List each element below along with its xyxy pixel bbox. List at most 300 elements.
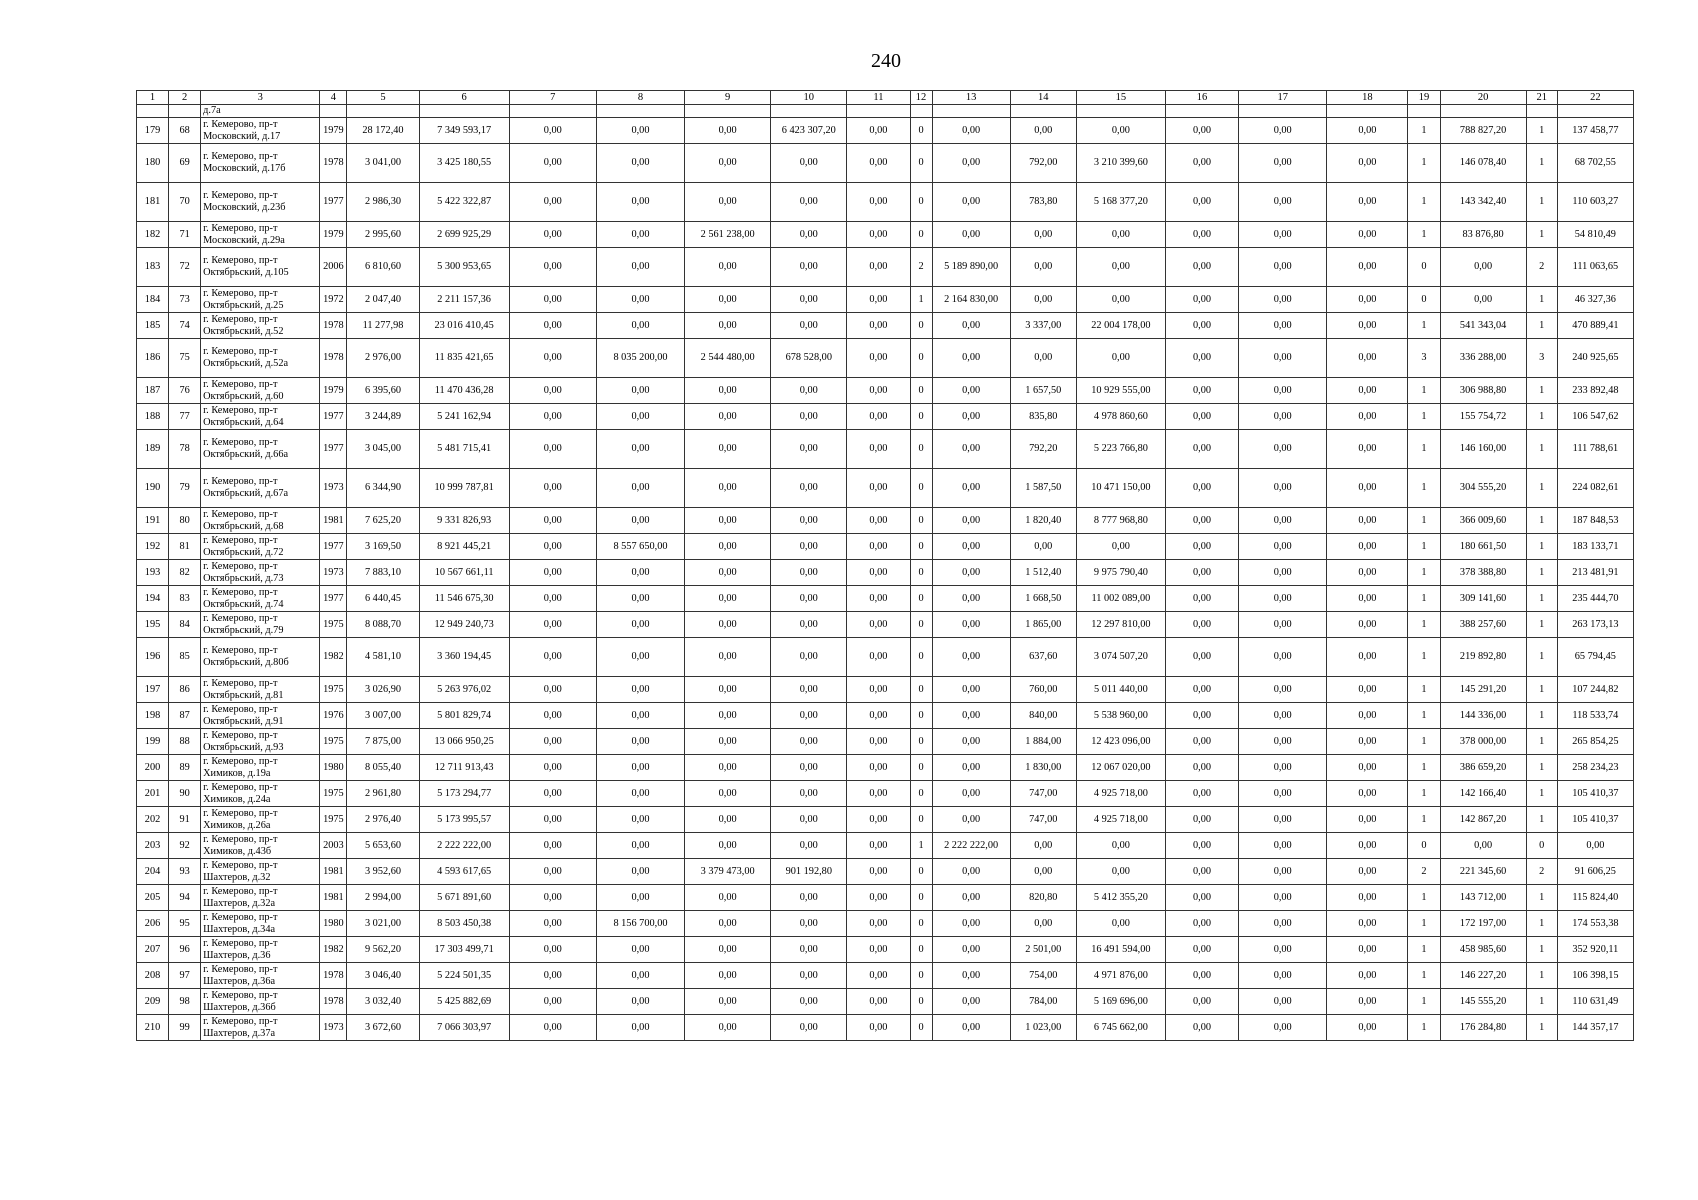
column-header: 10	[771, 91, 847, 105]
table-cell: 0	[910, 339, 932, 378]
table-cell: 901 192,80	[771, 859, 847, 885]
table-cell: 0,00	[1239, 430, 1327, 469]
table-cell: 0,00	[847, 287, 910, 313]
table-cell: 0	[910, 859, 932, 885]
table-cell: 145 291,20	[1440, 677, 1526, 703]
column-header: 6	[419, 91, 509, 105]
table-cell: 0,00	[596, 118, 684, 144]
table-row	[137, 118, 1634, 144]
table-cell: 0,00	[932, 404, 1010, 430]
continuation-text: д.7а	[201, 105, 320, 118]
table-cell: 835,80	[1010, 404, 1076, 430]
table-cell: 0,00	[596, 703, 684, 729]
table-cell: 0,00	[1239, 963, 1327, 989]
table-cell: 0,00	[685, 144, 771, 183]
table-cell: 0	[910, 677, 932, 703]
table-cell: 0,00	[771, 144, 847, 183]
table-cell: 213 481,91	[1557, 560, 1633, 586]
table-cell: 0,00	[685, 469, 771, 508]
table-cell: 0,00	[847, 560, 910, 586]
column-header: 15	[1076, 91, 1165, 105]
table-cell: 46 327,36	[1557, 287, 1633, 313]
table-cell: 7 625,20	[347, 508, 419, 534]
cell	[169, 105, 201, 118]
table-cell: 1	[1526, 807, 1557, 833]
table-cell: 77	[169, 404, 201, 430]
table-cell: 9 975 790,40	[1076, 560, 1165, 586]
table-cell: 1	[1526, 287, 1557, 313]
table-cell: 1	[1526, 534, 1557, 560]
table-cell: 11 277,98	[347, 313, 419, 339]
table-cell: 0,00	[932, 807, 1010, 833]
table-cell: 4 593 617,65	[419, 859, 509, 885]
table-row	[137, 638, 1634, 677]
table-cell: 0,00	[932, 989, 1010, 1015]
table-cell: 5 300 953,65	[419, 248, 509, 287]
table-row	[137, 144, 1634, 183]
table-cell: 146 227,20	[1440, 963, 1526, 989]
table-cell: 1979	[320, 118, 347, 144]
table-cell: 189	[137, 430, 169, 469]
table-cell: 0,00	[1239, 937, 1327, 963]
table-cell: 0	[910, 937, 932, 963]
table-cell: 8 088,70	[347, 612, 419, 638]
table-cell: 0,00	[1327, 859, 1408, 885]
table-cell: 1	[1526, 638, 1557, 677]
table-cell: 0,00	[509, 586, 596, 612]
table-cell: 0,00	[509, 469, 596, 508]
table-row	[137, 248, 1634, 287]
table-cell: 3	[1526, 339, 1557, 378]
table-cell: 1982	[320, 638, 347, 677]
table-cell: 201	[137, 781, 169, 807]
table-cell: 0,00	[1165, 612, 1238, 638]
table-cell: 99	[169, 1015, 201, 1041]
table-cell: 0,00	[509, 183, 596, 222]
table-cell: 0	[910, 118, 932, 144]
table-cell: 0,00	[1239, 703, 1327, 729]
table-cell: 0,00	[1165, 885, 1238, 911]
table-cell: 0,00	[596, 378, 684, 404]
address-cell: г. Кемерово, пр-т Шахтеров, д.32а	[201, 885, 320, 911]
table-cell: 0,00	[847, 586, 910, 612]
table-cell: 1975	[320, 612, 347, 638]
table-cell: 0	[910, 560, 932, 586]
table-cell: 3 021,00	[347, 911, 419, 937]
table-cell: 0,00	[596, 287, 684, 313]
table-cell: 0,00	[1327, 911, 1408, 937]
table-cell: 0,00	[509, 638, 596, 677]
table-cell: 5 173 995,57	[419, 807, 509, 833]
table-cell: 0,00	[1165, 859, 1238, 885]
table-cell: 0	[910, 807, 932, 833]
table-cell: 0,00	[1239, 781, 1327, 807]
table-cell: 5 173 294,77	[419, 781, 509, 807]
table-cell: 0,00	[932, 677, 1010, 703]
address-cell: г. Кемерово, пр-т Шахтеров, д.36а	[201, 963, 320, 989]
table-cell: 1	[1526, 885, 1557, 911]
table-cell: 0,00	[1239, 378, 1327, 404]
table-cell: 0,00	[685, 404, 771, 430]
table-cell: 760,00	[1010, 677, 1076, 703]
table-cell: 0,00	[1076, 248, 1165, 287]
table-cell: 0,00	[771, 963, 847, 989]
table-cell: 784,00	[1010, 989, 1076, 1015]
table-cell: 0,00	[1239, 222, 1327, 248]
table-cell: 0	[1526, 833, 1557, 859]
table-cell: 142 867,20	[1440, 807, 1526, 833]
table-cell: 1	[1526, 404, 1557, 430]
table-cell: 0,00	[847, 144, 910, 183]
table-cell: 0,00	[1327, 508, 1408, 534]
table-cell: 0,00	[932, 755, 1010, 781]
table-cell: 0,00	[509, 807, 596, 833]
address-cell: г. Кемерово, пр-т Октябрьский, д.81	[201, 677, 320, 703]
table-cell: 94	[169, 885, 201, 911]
table-cell: 0,00	[1165, 313, 1238, 339]
table-cell: 2 699 925,29	[419, 222, 509, 248]
table-cell: 0,00	[1327, 703, 1408, 729]
table-cell: 233 892,48	[1557, 378, 1633, 404]
table-cell: 0,00	[771, 404, 847, 430]
table-cell: 10 567 661,11	[419, 560, 509, 586]
table-cell: 204	[137, 859, 169, 885]
column-header: 1	[137, 91, 169, 105]
table-cell: 68	[169, 118, 201, 144]
table-cell: 0,00	[1327, 677, 1408, 703]
table-cell: 1	[1408, 404, 1440, 430]
table-cell: 0,00	[509, 378, 596, 404]
column-header: 14	[1010, 91, 1076, 105]
table-cell: 0,00	[1239, 755, 1327, 781]
table-cell: 1977	[320, 586, 347, 612]
table-cell: 0	[910, 183, 932, 222]
table-cell: 89	[169, 755, 201, 781]
table-cell: 0,00	[596, 560, 684, 586]
table-row	[137, 885, 1634, 911]
table-cell: 0,00	[1239, 560, 1327, 586]
column-number-row	[137, 91, 1634, 105]
table-cell: 0,00	[509, 118, 596, 144]
table-cell: 23 016 410,45	[419, 313, 509, 339]
table-cell: 0,00	[1165, 222, 1238, 248]
table-cell: 3 379 473,00	[685, 859, 771, 885]
address-cell: г. Кемерово, пр-т Московский, д.29а	[201, 222, 320, 248]
table-cell: 180 661,50	[1440, 534, 1526, 560]
table-cell: 110 631,49	[1557, 989, 1633, 1015]
table-cell: 205	[137, 885, 169, 911]
column-header: 22	[1557, 91, 1633, 105]
table-cell: 1	[1526, 430, 1557, 469]
table-cell: 1972	[320, 287, 347, 313]
table-cell: 0,00	[1327, 248, 1408, 287]
table-cell: 0,00	[932, 313, 1010, 339]
table-cell: 0,00	[596, 430, 684, 469]
table-cell: 1	[1408, 677, 1440, 703]
table-cell: 0,00	[1239, 508, 1327, 534]
table-cell: 0,00	[771, 287, 847, 313]
table-cell: 0,00	[509, 755, 596, 781]
address-cell: г. Кемерово, пр-т Химиков, д.26а	[201, 807, 320, 833]
table-cell: 1978	[320, 963, 347, 989]
table-cell: 0,00	[685, 560, 771, 586]
table-cell: 0,00	[685, 963, 771, 989]
table-cell: 183 133,71	[1557, 534, 1633, 560]
table-cell: 93	[169, 859, 201, 885]
table-row	[137, 313, 1634, 339]
table-cell: 92	[169, 833, 201, 859]
table-cell: 1980	[320, 911, 347, 937]
table-cell: 8 557 650,00	[596, 534, 684, 560]
page-number: 240	[871, 50, 901, 72]
table-cell: 1	[1408, 586, 1440, 612]
table-cell: 8 035 200,00	[596, 339, 684, 378]
table-cell: 9 331 826,93	[419, 508, 509, 534]
table-cell: 2 501,00	[1010, 937, 1076, 963]
address-cell: г. Кемерово, пр-т Октябрьский, д.67а	[201, 469, 320, 508]
table-cell: 0,00	[509, 144, 596, 183]
table-row	[137, 430, 1634, 469]
table-cell: 0,00	[1327, 534, 1408, 560]
table-cell: 1	[1526, 222, 1557, 248]
table-cell: 1	[1526, 378, 1557, 404]
table-cell: 186	[137, 339, 169, 378]
address-cell: г. Кемерово, пр-т Московский, д.23б	[201, 183, 320, 222]
table-cell: 80	[169, 508, 201, 534]
table-cell: 3	[1408, 339, 1440, 378]
address-cell: г. Кемерово, пр-т Октябрьский, д.93	[201, 729, 320, 755]
table-cell: 0,00	[509, 989, 596, 1015]
table-cell: 0,00	[1165, 807, 1238, 833]
table-row	[137, 378, 1634, 404]
table-cell: 0	[910, 404, 932, 430]
table-cell: 0,00	[771, 729, 847, 755]
table-cell: 0,00	[1165, 729, 1238, 755]
table-cell: 1973	[320, 560, 347, 586]
table-cell: 0,00	[509, 833, 596, 859]
table-cell: 0,00	[685, 612, 771, 638]
table-cell: 0,00	[685, 586, 771, 612]
table-cell: 0,00	[509, 248, 596, 287]
table-cell: 6 440,45	[347, 586, 419, 612]
table-cell: 0,00	[685, 534, 771, 560]
table-cell: 1	[1408, 118, 1440, 144]
table-cell: 0,00	[1165, 144, 1238, 183]
table-cell: 0,00	[1327, 833, 1408, 859]
table-cell: 76	[169, 378, 201, 404]
table-cell: 1 512,40	[1010, 560, 1076, 586]
table-cell: 0,00	[847, 118, 910, 144]
table-cell: 1	[1408, 534, 1440, 560]
table-cell: 747,00	[1010, 807, 1076, 833]
table-cell: 90	[169, 781, 201, 807]
table-cell: 0,00	[1076, 859, 1165, 885]
table-cell: 3 169,50	[347, 534, 419, 560]
table-cell: 1981	[320, 885, 347, 911]
continuation-row	[137, 105, 1634, 118]
table-cell: 0,00	[847, 534, 910, 560]
table-cell: 0,00	[771, 807, 847, 833]
address-cell: г. Кемерово, пр-т Московский, д.17б	[201, 144, 320, 183]
table-cell: 87	[169, 703, 201, 729]
table-cell: 0,00	[771, 560, 847, 586]
table-cell: 172 197,00	[1440, 911, 1526, 937]
table-cell: 1978	[320, 313, 347, 339]
table-cell: 541 343,04	[1440, 313, 1526, 339]
table-cell: 1	[1408, 222, 1440, 248]
table-cell: 207	[137, 937, 169, 963]
table-cell: 3 032,40	[347, 989, 419, 1015]
table-cell: 83 876,80	[1440, 222, 1526, 248]
table-cell: 0,00	[932, 1015, 1010, 1041]
table-cell: 0,00	[847, 248, 910, 287]
table-cell: 0,00	[847, 404, 910, 430]
table-cell: 0,00	[685, 755, 771, 781]
table-cell: 224 082,61	[1557, 469, 1633, 508]
table-row	[137, 534, 1634, 560]
table-row	[137, 807, 1634, 833]
table-cell: 0	[910, 703, 932, 729]
table-cell: 0,00	[1010, 534, 1076, 560]
column-header: 18	[1327, 91, 1408, 105]
table-cell: 0,00	[596, 989, 684, 1015]
table-cell: 0,00	[771, 534, 847, 560]
table-cell: 143 342,40	[1440, 183, 1526, 222]
table-cell: 174 553,38	[1557, 911, 1633, 937]
table-cell: 1	[1526, 560, 1557, 586]
table-cell: 0,00	[509, 612, 596, 638]
table-cell: 840,00	[1010, 703, 1076, 729]
table-cell: 1980	[320, 755, 347, 781]
table-cell: 0,00	[685, 313, 771, 339]
table-row	[137, 859, 1634, 885]
address-cell: г. Кемерово, пр-т Шахтеров, д.32	[201, 859, 320, 885]
table-cell: 1 023,00	[1010, 1015, 1076, 1041]
table-cell: 155 754,72	[1440, 404, 1526, 430]
table-cell: 0	[910, 508, 932, 534]
table-cell: 82	[169, 560, 201, 586]
table-cell: 10 999 787,81	[419, 469, 509, 508]
table-cell: 137 458,77	[1557, 118, 1633, 144]
table-cell: 1981	[320, 508, 347, 534]
table-cell: 0	[910, 222, 932, 248]
table-cell: 5 263 976,02	[419, 677, 509, 703]
table-cell: 0,00	[509, 1015, 596, 1041]
table-cell: 0,00	[847, 833, 910, 859]
table-cell: 5 425 882,69	[419, 989, 509, 1015]
table-cell: 115 824,40	[1557, 885, 1633, 911]
table-cell: 792,00	[1010, 144, 1076, 183]
table-cell: 2 047,40	[347, 287, 419, 313]
table-cell: 0,00	[1165, 248, 1238, 287]
table-cell: 199	[137, 729, 169, 755]
table-cell: 0,00	[847, 1015, 910, 1041]
table-cell: 0,00	[685, 703, 771, 729]
table-row	[137, 469, 1634, 508]
table-cell: 1 865,00	[1010, 612, 1076, 638]
table-cell: 0,00	[847, 222, 910, 248]
table-cell: 1	[1526, 1015, 1557, 1041]
table-cell: 0,00	[1165, 963, 1238, 989]
table-cell: 7 883,10	[347, 560, 419, 586]
table-cell: 0,00	[1327, 963, 1408, 989]
table-cell: 3 026,90	[347, 677, 419, 703]
address-cell: г. Кемерово, пр-т Московский, д.17	[201, 118, 320, 144]
table-cell: 9 562,20	[347, 937, 419, 963]
table-cell: 0,00	[1557, 833, 1633, 859]
table-cell: 7 875,00	[347, 729, 419, 755]
table-cell: 0	[910, 885, 932, 911]
table-cell: 0,00	[932, 469, 1010, 508]
table-cell: 0,00	[1327, 430, 1408, 469]
table-cell: 221 345,60	[1440, 859, 1526, 885]
table-cell: 1	[1526, 937, 1557, 963]
table-cell: 0,00	[1165, 937, 1238, 963]
table-cell: 0,00	[847, 755, 910, 781]
table-cell: 209	[137, 989, 169, 1015]
table-cell: 0,00	[771, 313, 847, 339]
table-cell: 73	[169, 287, 201, 313]
table-cell: 792,20	[1010, 430, 1076, 469]
table-cell: 0,00	[509, 508, 596, 534]
table-cell: 96	[169, 937, 201, 963]
table-cell: 184	[137, 287, 169, 313]
table-cell: 0,00	[1327, 404, 1408, 430]
table-cell: 1	[1408, 963, 1440, 989]
table-cell: 0,00	[1239, 586, 1327, 612]
table-cell: 0	[1408, 248, 1440, 287]
table-cell: 6 423 307,20	[771, 118, 847, 144]
table-cell: 0,00	[771, 638, 847, 677]
table-cell: 5 241 162,94	[419, 404, 509, 430]
table-cell: 1 657,50	[1010, 378, 1076, 404]
table-cell: 3 046,40	[347, 963, 419, 989]
table-cell: 0,00	[1327, 378, 1408, 404]
table-cell: 0,00	[847, 430, 910, 469]
table-cell: 3 360 194,45	[419, 638, 509, 677]
address-cell: г. Кемерово, пр-т Октябрьский, д.64	[201, 404, 320, 430]
table-cell: 0,00	[1327, 612, 1408, 638]
table-cell: 0,00	[1239, 1015, 1327, 1041]
table-cell: 0,00	[932, 781, 1010, 807]
table-cell: 1977	[320, 183, 347, 222]
address-cell: г. Кемерово, пр-т Октябрьский, д.60	[201, 378, 320, 404]
table-cell: 0,00	[771, 911, 847, 937]
table-cell: 200	[137, 755, 169, 781]
table-cell: 12 067 020,00	[1076, 755, 1165, 781]
table-cell: 176 284,80	[1440, 1015, 1526, 1041]
table-cell: 4 978 860,60	[1076, 404, 1165, 430]
table-cell: 0,00	[771, 508, 847, 534]
table-cell: 0,00	[847, 638, 910, 677]
table-cell: 146 160,00	[1440, 430, 1526, 469]
table-cell: 0,00	[596, 833, 684, 859]
table-cell: 181	[137, 183, 169, 222]
table-cell: 0,00	[1010, 248, 1076, 287]
table-cell: 111 063,65	[1557, 248, 1633, 287]
table-row	[137, 586, 1634, 612]
table-cell: 637,60	[1010, 638, 1076, 677]
table-cell: 0,00	[1076, 222, 1165, 248]
table-cell: 0,00	[596, 859, 684, 885]
table-cell: 0,00	[1010, 222, 1076, 248]
table-cell: 0,00	[509, 781, 596, 807]
table-cell: 208	[137, 963, 169, 989]
table-cell: 187 848,53	[1557, 508, 1633, 534]
table-cell: 194	[137, 586, 169, 612]
table-cell: 0,00	[1440, 833, 1526, 859]
table-cell: 0,00	[1165, 586, 1238, 612]
